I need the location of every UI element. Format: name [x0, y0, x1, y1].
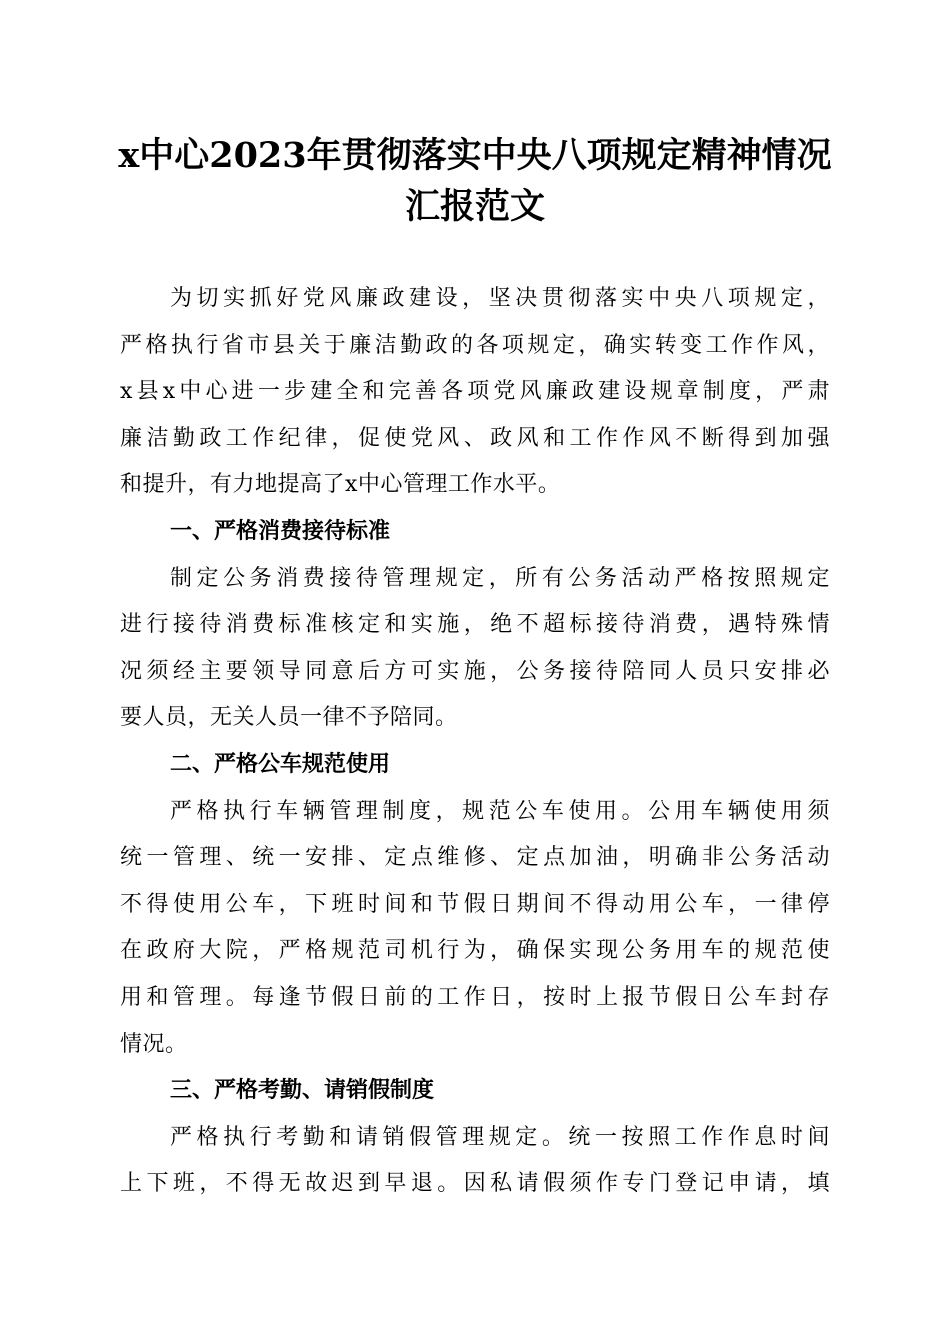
section-paragraph-1 [120, 556, 830, 742]
section-paragraph-2 [120, 789, 830, 1069]
paragraph-line: 统一管理、统一安排、定点维修、定点加油，明确非公务活动 [120, 845, 830, 871]
intro-paragraph [120, 276, 830, 509]
paragraph-line: 制定公务消费接待管理规定，所有公务活动严格按照规定 [170, 565, 830, 591]
paragraph-line: 和提升，有力地提高了x中心管理工作水平。 [120, 472, 561, 498]
paragraph-line: 廉洁勤政工作纪律，促使党风、政风和工作作风不断得到加强 [120, 425, 830, 451]
document-title [60, 130, 890, 232]
title-line-2: 汇报范文 [404, 186, 545, 227]
paragraph-line: 严格执行省市县关于廉洁勤政的各项规定，确实转变工作作风， [120, 332, 830, 358]
section-heading-3: 三、严格考勤、请销假制度 [170, 1078, 435, 1104]
paragraph-line: 用和管理。每逢节假日前的工作日，按时上报节假日公车封存 [120, 984, 830, 1010]
section-paragraph-3 [120, 1115, 830, 1208]
paragraph-line: 要人员，无关人员一律不予陪同。 [120, 705, 458, 731]
document-body [120, 276, 830, 1208]
paragraph-line: 为切实抓好党风廉政建设，坚决贯彻落实中央八项规定， [170, 286, 830, 311]
paragraph-line: 进行接待消费标准核定和实施，绝不超标接待消费，遇特殊情 [120, 612, 830, 638]
paragraph-line: 情况。 [120, 1031, 188, 1057]
paragraph-line: 在政府大院，严格规范司机行为，确保实现公务用车的规范使 [120, 938, 830, 964]
title-line-1: x中心2023年贯彻落实中央八项规定精神情况 [118, 135, 832, 176]
section-heading-2: 二、严格公车规范使用 [170, 751, 391, 777]
paragraph-line: 严格执行考勤和请销假管理规定。统一按照工作作息时间 [170, 1124, 830, 1150]
paragraph-line: 严格执行车辆管理制度，规范公车使用。公用车辆使用须 [170, 798, 830, 824]
paragraph-line: 上下班，不得无故迟到早退。因私请假须作专门登记申请，填 [120, 1171, 830, 1197]
paragraph-line: 不得使用公车，下班时间和节假日期间不得动用公车，一律停 [120, 891, 830, 917]
section-heading-1: 一、严格消费接待标准 [170, 518, 391, 544]
paragraph-line: x县x中心进一步建全和完善各项党风廉政建设规章制度，严肃 [120, 379, 830, 405]
paragraph-line: 况须经主要领导同意后方可实施，公务接待陪同人员只安排必 [120, 658, 830, 684]
